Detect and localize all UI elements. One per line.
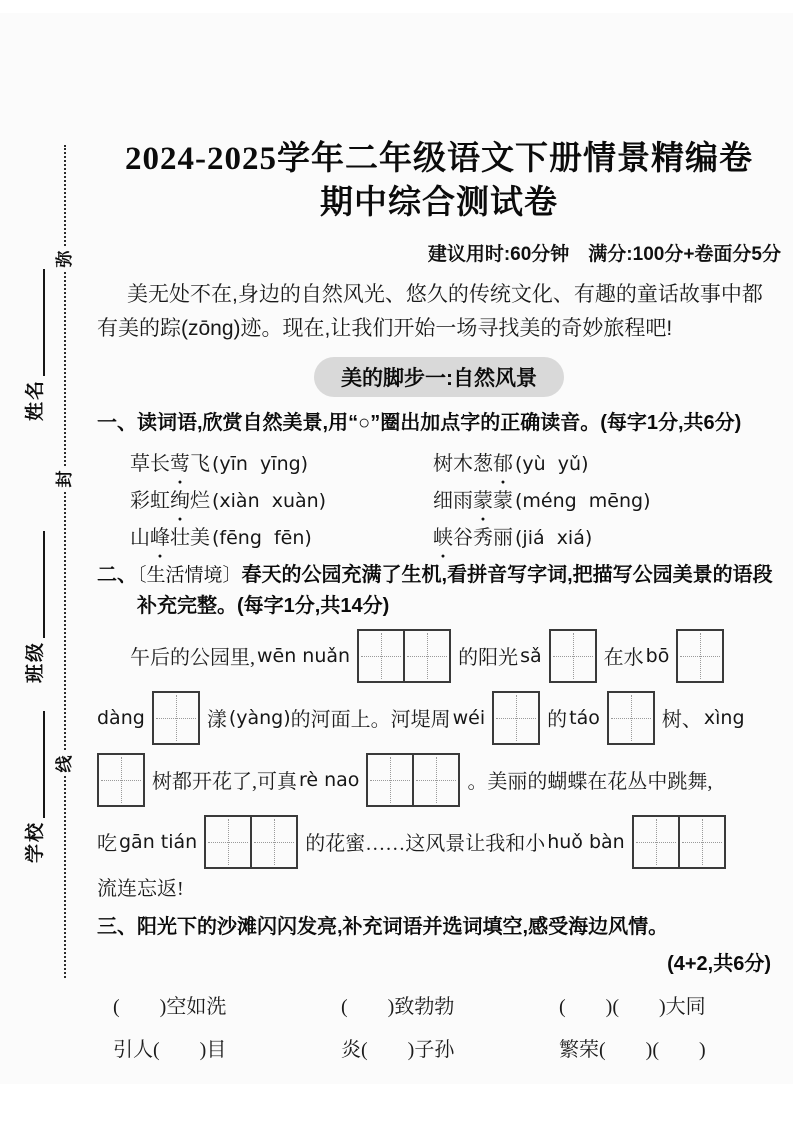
writing-cell[interactable] xyxy=(206,817,250,867)
pinyin-options: (méng mēng) xyxy=(515,490,651,513)
school-field xyxy=(19,711,45,863)
word-item: 树木葱郁 ● (yù yǔ) xyxy=(433,447,781,475)
seal-char-feng: 封 xyxy=(53,467,77,491)
pinyin-options: (fēng fēn) xyxy=(212,527,312,550)
writing-grid xyxy=(97,753,145,807)
pinyin-hint: bō xyxy=(645,644,670,667)
word-item: 峡 ●谷秀丽 (jiá xiá) xyxy=(433,521,781,549)
fill-blank-item[interactable]: 繁荣( )( ) xyxy=(559,1038,706,1061)
pinyin-hint: gān tián xyxy=(119,830,198,853)
name-field-blank[interactable] xyxy=(27,269,45,376)
passage-line-end: 流连忘返! xyxy=(97,877,184,900)
writing-cell[interactable] xyxy=(403,631,449,681)
question3-header: 三、阳光下的沙滩闪闪发亮,补充词语并选词填空,感受海边风情。 xyxy=(97,915,669,938)
pinyin-hint: (yàng) xyxy=(228,706,291,729)
writing-grid xyxy=(607,691,655,745)
writing-cell[interactable] xyxy=(412,755,458,805)
writing-grid xyxy=(676,629,724,683)
writing-grid xyxy=(204,815,298,869)
pinyin-options: (yù yǔ) xyxy=(515,453,589,476)
pinyin-hint: xìng xyxy=(703,706,745,729)
question1-items xyxy=(97,447,781,549)
writing-cell[interactable] xyxy=(359,631,403,681)
dotted-char: 峡 ● xyxy=(433,521,453,550)
writing-cell[interactable] xyxy=(678,817,724,867)
writing-cell[interactable] xyxy=(551,631,595,681)
time-score-info: 建议用时:60分钟 满分:100分+卷面分5分 xyxy=(427,244,781,266)
seal-char-xian: 线 xyxy=(53,752,77,776)
name-field xyxy=(19,269,45,421)
intro-line1: 美无处不在,身边的自然风光、悠久的传统文化、有趣的童话故事中都 xyxy=(127,283,763,307)
fill-blank-item[interactable]: ( )空如洗 xyxy=(113,995,227,1018)
fill-blank-item[interactable]: 引人( )目 xyxy=(113,1038,227,1061)
dotted-char: 蒙 ● xyxy=(473,484,493,513)
question1-header: 一、读词语,欣赏自然美景,用“○”圈出加点字的正确读音。(每字1分,共6分) xyxy=(97,412,742,435)
school-field-blank[interactable] xyxy=(27,711,45,818)
paper-title-line1: 2024-2025学年二年级语文下册情景精编卷 xyxy=(125,141,753,177)
dotted-char: 郁 ● xyxy=(493,447,513,476)
pinyin-hint: dàng xyxy=(97,706,145,729)
paper-content xyxy=(97,138,781,1062)
name-field-label: 姓名 xyxy=(25,378,46,421)
class-field-label: 班级 xyxy=(25,640,46,683)
intro-line2: 有美的踪(zōng)迹。现在,让我们开始一场寻找美的奇妙旅程吧! xyxy=(97,316,673,340)
writing-cell[interactable] xyxy=(634,817,678,867)
passage-line: dàng 漾 (yàng) 的河面上。河堤周 wéi 的 táo 树、 xìng xyxy=(97,690,781,746)
fill-blank-item[interactable]: ( )致勃勃 xyxy=(341,995,455,1018)
word-item: 草长莺 ●飞 (yīn yīng) xyxy=(97,447,433,475)
pinyin-options: (jiá xiá) xyxy=(515,527,593,550)
writing-cell[interactable] xyxy=(609,693,653,743)
pinyin-hint: rè nao xyxy=(299,768,360,791)
dotted-char: 峰 ● xyxy=(150,521,170,550)
fill-blank-item[interactable]: 炎( )子孙 xyxy=(341,1038,455,1061)
section-badge: 美的脚步一:自然风景 xyxy=(314,357,564,397)
writing-cell[interactable] xyxy=(154,693,198,743)
writing-grid xyxy=(366,753,460,807)
pinyin-hint: wēn nuǎn xyxy=(257,644,351,667)
question3-row1 xyxy=(97,990,781,1019)
word-item: 彩虹绚 ●烂 (xiàn xuàn) xyxy=(97,484,433,512)
writing-cell[interactable] xyxy=(368,755,412,805)
paper-title-line2: 期中综合测试卷 xyxy=(320,184,558,221)
word-item: 细雨蒙 ●蒙 (méng mēng) xyxy=(433,484,781,512)
fill-blank-item[interactable]: ( )( )大同 xyxy=(559,995,706,1018)
passage-line: 午后的公园里, wēn nuǎn 的阳光 sǎ 在水 bō xyxy=(97,628,781,684)
dotted-char: 莺 ● xyxy=(170,447,190,476)
writing-cell[interactable] xyxy=(99,755,143,805)
passage-line: 吃 gān tián 的花蜜……这风景让我和小 huǒ bàn xyxy=(97,814,781,870)
pinyin-options: (xiàn xuàn) xyxy=(212,490,327,513)
class-field-blank[interactable] xyxy=(27,531,45,638)
school-field-label: 学校 xyxy=(25,820,46,863)
class-field xyxy=(19,531,45,683)
writing-grid xyxy=(152,691,200,745)
dotted-char: 绚 ● xyxy=(170,484,190,513)
pinyin-hint: huǒ bàn xyxy=(547,830,625,853)
question2-header-line2: 补充完整。(每字1分,共14分) xyxy=(137,594,390,617)
passage-line: 树都开花了,可真 rè nao 。美丽的蝴蝶在花丛中跳舞, xyxy=(97,752,781,808)
pinyin-hint: wéi xyxy=(452,706,486,729)
context-tag: 〔生活情境〕 xyxy=(137,565,242,587)
writing-cell[interactable] xyxy=(678,631,722,681)
word-item: 山峰 ●壮美 (fēng fēn) xyxy=(97,521,433,549)
writing-grid xyxy=(357,629,451,683)
question3-row2 xyxy=(97,1033,781,1062)
writing-grid xyxy=(549,629,597,683)
writing-grid xyxy=(632,815,726,869)
pinyin-hint: sǎ xyxy=(520,644,542,667)
pinyin-options: (yīn yīng) xyxy=(212,453,309,476)
writing-grid xyxy=(492,691,540,745)
pinyin-hint: táo xyxy=(569,706,600,729)
question2-header: 二、〔生活情境〕春天的公园充满了生机,看拼音写字词,把描写公园美景的语段 xyxy=(97,564,773,587)
writing-cell[interactable] xyxy=(250,817,296,867)
question3-score: (4+2,共6分) xyxy=(667,952,771,975)
section-badge-row xyxy=(97,357,781,397)
seal-char-mi: 弥 xyxy=(53,247,77,271)
writing-cell[interactable] xyxy=(494,693,538,743)
